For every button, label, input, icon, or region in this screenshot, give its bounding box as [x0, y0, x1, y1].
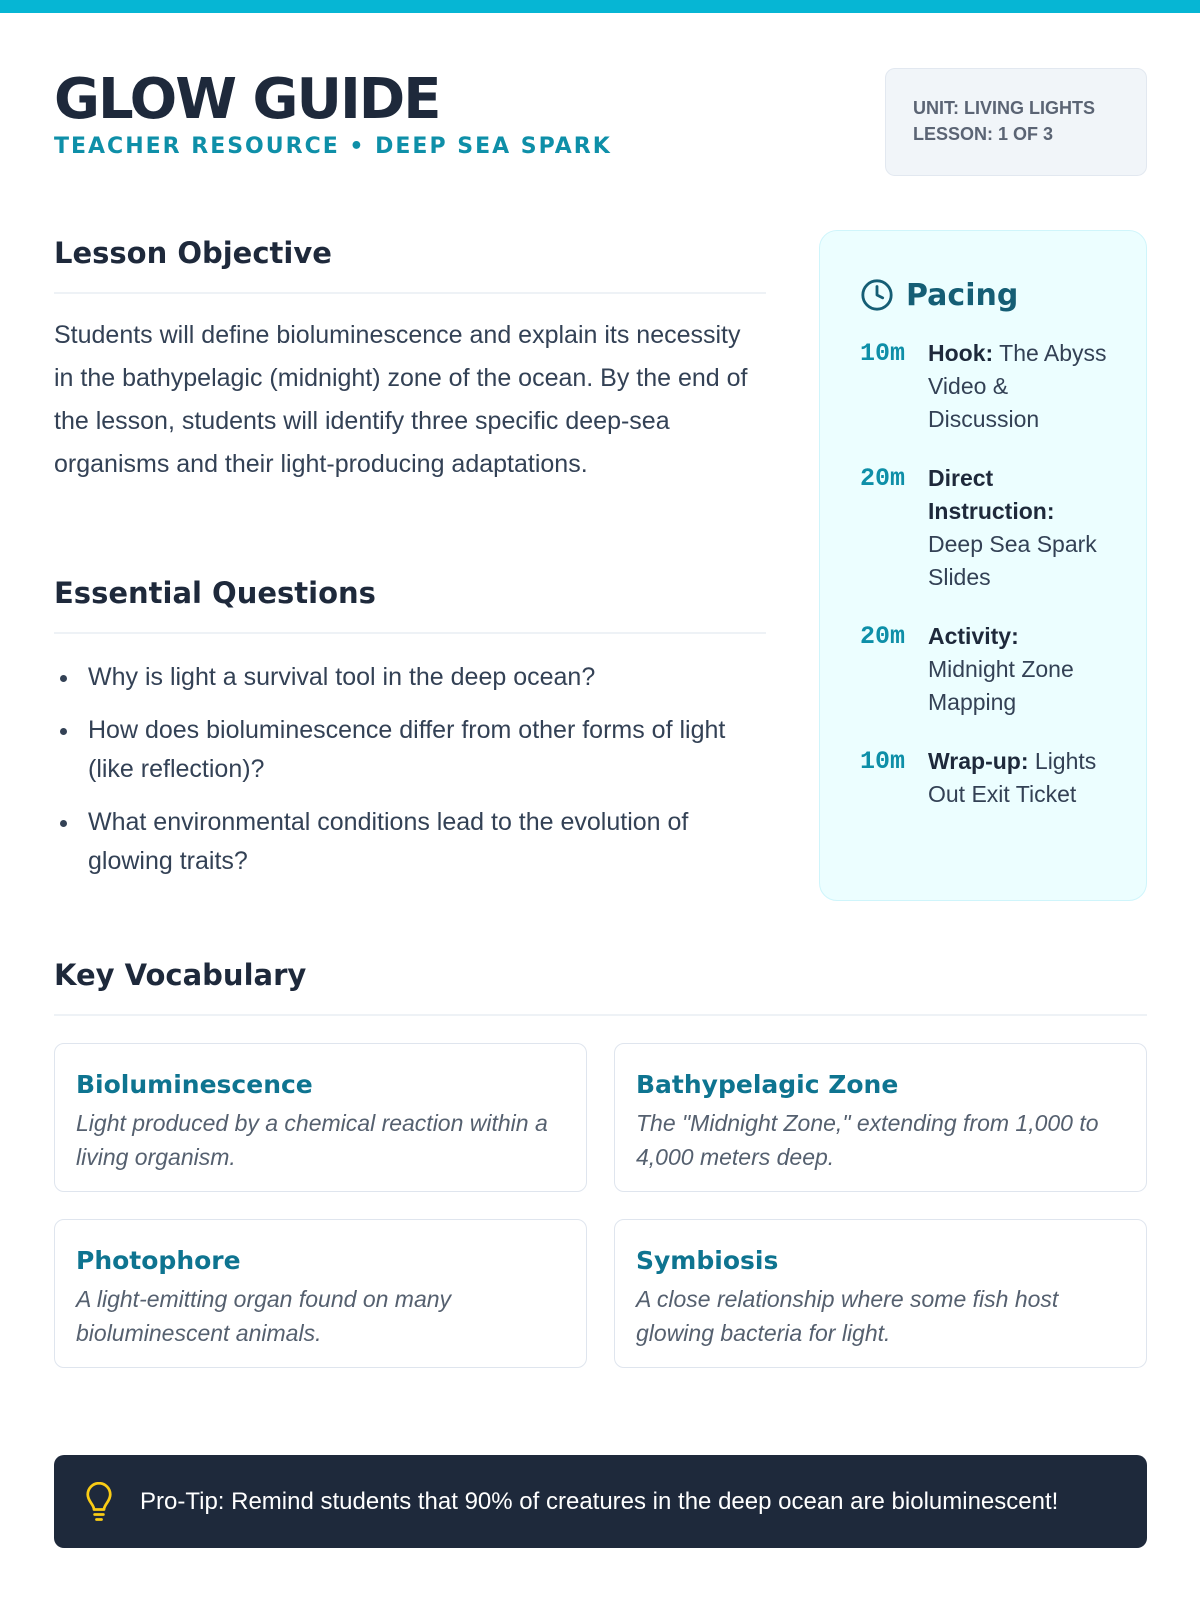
vocab-term: Bioluminescence [76, 1070, 313, 1099]
pacing-title: Pacing [906, 277, 1019, 313]
pacing-description [928, 745, 1108, 811]
pacing-time: 10m [860, 747, 906, 776]
objective-heading: Lesson Objective [54, 236, 332, 270]
vocab-definition: Light produced by a chemical reaction within a living organism. [76, 1110, 548, 1170]
pacing-header [860, 275, 1126, 315]
vocab-card [54, 1043, 587, 1192]
questions-list [54, 658, 766, 881]
page-title: GLOW GUIDE [54, 67, 440, 132]
pacing-panel [819, 230, 1147, 901]
divider [54, 632, 766, 634]
divider [54, 1014, 1147, 1016]
pacing-list [860, 337, 1126, 811]
essential-questions-section [54, 576, 766, 895]
pacing-time: 20m [860, 464, 906, 493]
clock-icon [860, 278, 894, 312]
pacing-description [928, 462, 1108, 594]
pacing-item [860, 337, 1126, 436]
vocabulary-heading: Key Vocabulary [54, 958, 307, 992]
vocab-definition: A light-emitting organ found on many bioluminescent animals. [76, 1286, 452, 1346]
vocab-card [614, 1043, 1147, 1192]
pacing-label: Direct Instruction: [928, 465, 1055, 524]
pacing-item [860, 462, 1126, 594]
key-vocabulary-section [54, 958, 1147, 1368]
pacing-text: Deep Sea Spark Slides [928, 531, 1097, 590]
pacing-item [860, 620, 1126, 719]
pacing-description [928, 620, 1108, 719]
question-item: What environmental conditions lead to the evolution of glowing traits? [54, 803, 766, 881]
vocab-definition: A close relationship where some fish host glowing bacteria for light. [636, 1286, 1059, 1346]
pacing-label: Hook: [928, 340, 994, 366]
vocab-term: Photophore [76, 1246, 241, 1275]
top-accent-bar [0, 0, 1200, 13]
pacing-text: The Abyss Video & Discussion [928, 340, 1107, 432]
vocab-card [54, 1219, 587, 1368]
pacing-time: 20m [860, 622, 906, 651]
questions-heading: Essential Questions [54, 576, 376, 610]
pacing-text: Lights Out Exit Ticket [928, 748, 1097, 807]
pacing-time: 10m [860, 339, 906, 368]
vocab-definition: The "Midnight Zone," extending from 1,000 to 4,000 meters deep. [636, 1110, 1099, 1170]
vocab-term: Symbiosis [636, 1246, 779, 1275]
vocab-term: Bathypelagic Zone [636, 1070, 899, 1099]
vocab-card [614, 1219, 1147, 1368]
question-item: Why is light a survival tool in the deep ocean? [54, 658, 766, 697]
pacing-item [860, 745, 1126, 811]
lesson-label: LESSON: 1 OF 3 [913, 124, 1054, 144]
page-subtitle: TEACHER RESOURCE • DEEP SEA SPARK [54, 134, 612, 159]
lesson-objective-section [54, 236, 766, 486]
pro-tip-banner [54, 1455, 1147, 1548]
lightbulb-icon [84, 1482, 114, 1522]
pacing-label: Activity: [928, 623, 1019, 649]
pro-tip-text: Pro-Tip: Remind students that 90% of creatures in the deep ocean are bioluminescent! [140, 1487, 1059, 1515]
divider [54, 292, 766, 294]
unit-label: UNIT: LIVING LIGHTS [913, 98, 1095, 118]
vocabulary-grid [54, 1043, 1147, 1368]
objective-text: Students will define bioluminescence and explain its necessity in the bathypelagic (midnight) zone of the ocean. By the end of the lesson, students will identify three specific deep-sea organisms and their light-producing adaptations. [54, 321, 748, 478]
unit-badge [885, 68, 1147, 176]
question-item: How does bioluminescence differ from other forms of light (like reflection)? [54, 711, 766, 789]
pacing-label: Wrap-up: [928, 748, 1029, 774]
pacing-description [928, 337, 1108, 436]
pacing-text: Midnight Zone Mapping [928, 656, 1074, 715]
page-header [54, 68, 1147, 178]
